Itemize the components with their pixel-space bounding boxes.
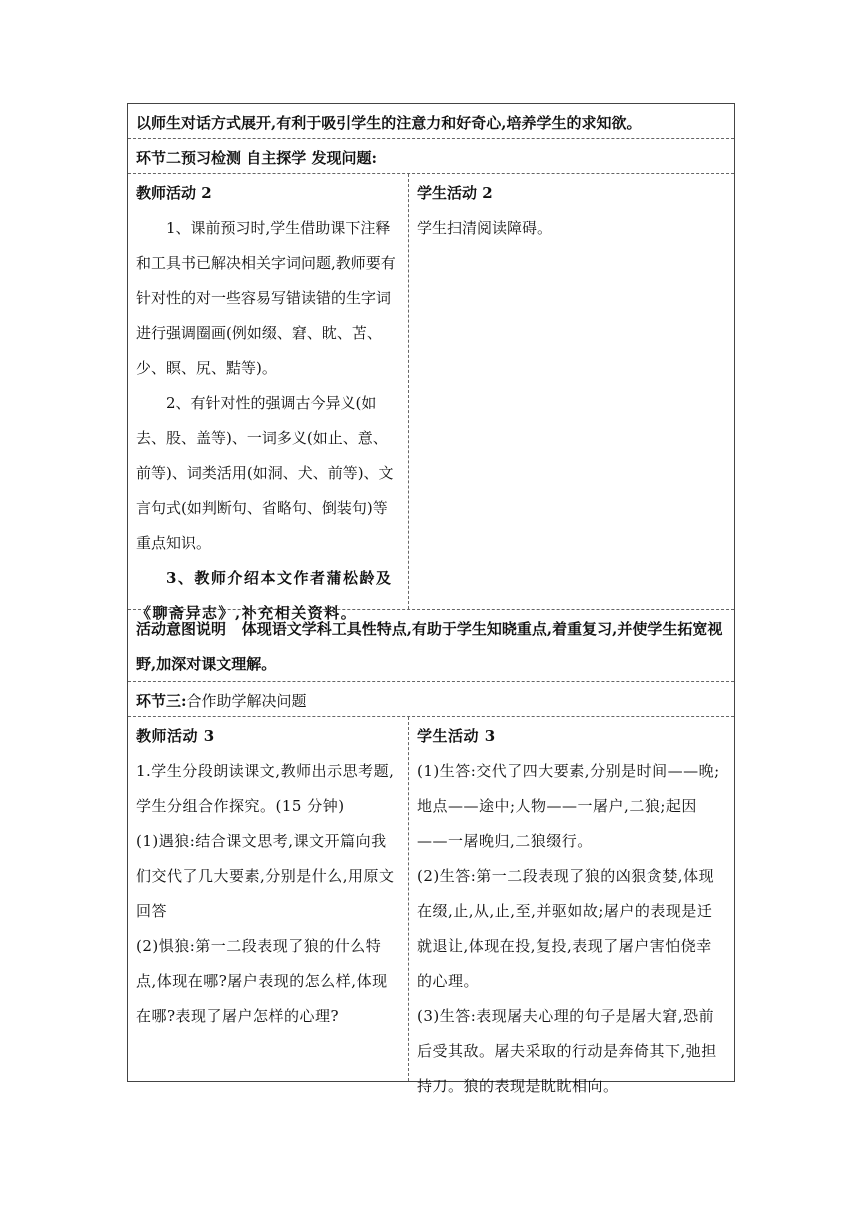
teacher-activity-2-item2: 2、有针对性的强调古今异义(如去、股、盖等)、一词多义(如止、意、前等)、词类活用(如洞、犬、前等)、文言句式(如判断句、省略句、倒装句)等重点知识。 [136,394,394,552]
teacher-activity-3-item1: 1.学生分段朗读课文,教师出示思考题,学生分组合作探究。(15 分钟) [136,762,395,815]
student-activity-3 [409,717,734,1095]
lesson-plan-page [127,103,735,1095]
teacher-activity-3-item2: (1)遇狼:结合课文思考,课文开篇向我们交代了几大要素,分别是什么,用原文回答 [136,832,395,920]
intro-text: 以师生对话方式展开,有利于吸引学生的注意力和好奇心,培养学生的求知欲。 [136,114,642,132]
section2-header-row [128,139,734,174]
intent-text: 体现语文学科工具性特点,有助于学生知晓重点,着重复习,并使学生拓宽视野,加深对课文理解。 [136,620,723,673]
section2-activities-row [128,174,734,622]
section3-activities-row [128,717,734,1095]
teacher-activity-2-item3: 3、教师介绍本文作者蒲松龄及《聊斋异志》,补充相关资料。 [136,569,393,622]
student-activity-3-answer2: (2)生答:第一二段表现了狼的凶狠贪婪,体现在缀,止,从,止,至,并驱如故;屠户的表现是迁就退让,体现在投,复投,表现了屠户害怕侥幸的心理。 [417,867,715,990]
teacher-activity-2 [128,174,409,622]
intent-label: 活动意图说明 [136,620,227,638]
teacher-activity-3 [128,717,409,1081]
intent-paragraph [136,612,724,682]
student-activity-3-answer3: (3)生答:表现屠夫心理的句子是屠大窘,恐前后受其敌。屠夫采取的行动是奔倚其下,弛担持刀。狼的表现是眈眈相向。 [417,1007,717,1095]
student-activity-2-text: 学生扫清阅读障碍。 [417,219,553,237]
teacher-activity-2-item1: 1、课前预习时,学生借助课下注释和工具书已解决相关字词问题,教师要有针对性的对一些容易写错读错的生字词进行强调圈画(例如缀、窘、眈、苫、少、瞑、尻、黠等)。 [136,219,396,377]
section3-header [136,684,724,719]
lesson-table [127,103,735,1095]
student-activity-3-answer1: (1)生答:交代了四大要素,分别是时间——晚;地点——途中;人物——一屠户,二狼;起因——一屠晚归,二狼缀行。 [417,762,720,850]
section2-header: 环节二预习检测 自主探学 发现问题: [136,149,377,167]
section3-header-text: 合作助学解决问题 [186,692,307,710]
student-activity-3-title: 学生活动 3 [417,727,496,745]
intro-row [128,104,734,139]
intent-row [128,610,734,682]
section3-header-row [128,682,734,717]
teacher-activity-3-title: 教师活动 3 [136,727,215,745]
student-activity-2 [409,174,734,609]
student-activity-2-title: 学生活动 2 [417,184,493,202]
teacher-activity-3-item3: (2)惧狼:第一二段表现了狼的什么特点,体现在哪?屠户表现的怎么样,体现在哪?表现了屠户怎样的心理? [136,937,388,1025]
section3-header-label: 环节三: [136,692,187,710]
teacher-activity-2-title: 教师活动 2 [136,184,212,202]
